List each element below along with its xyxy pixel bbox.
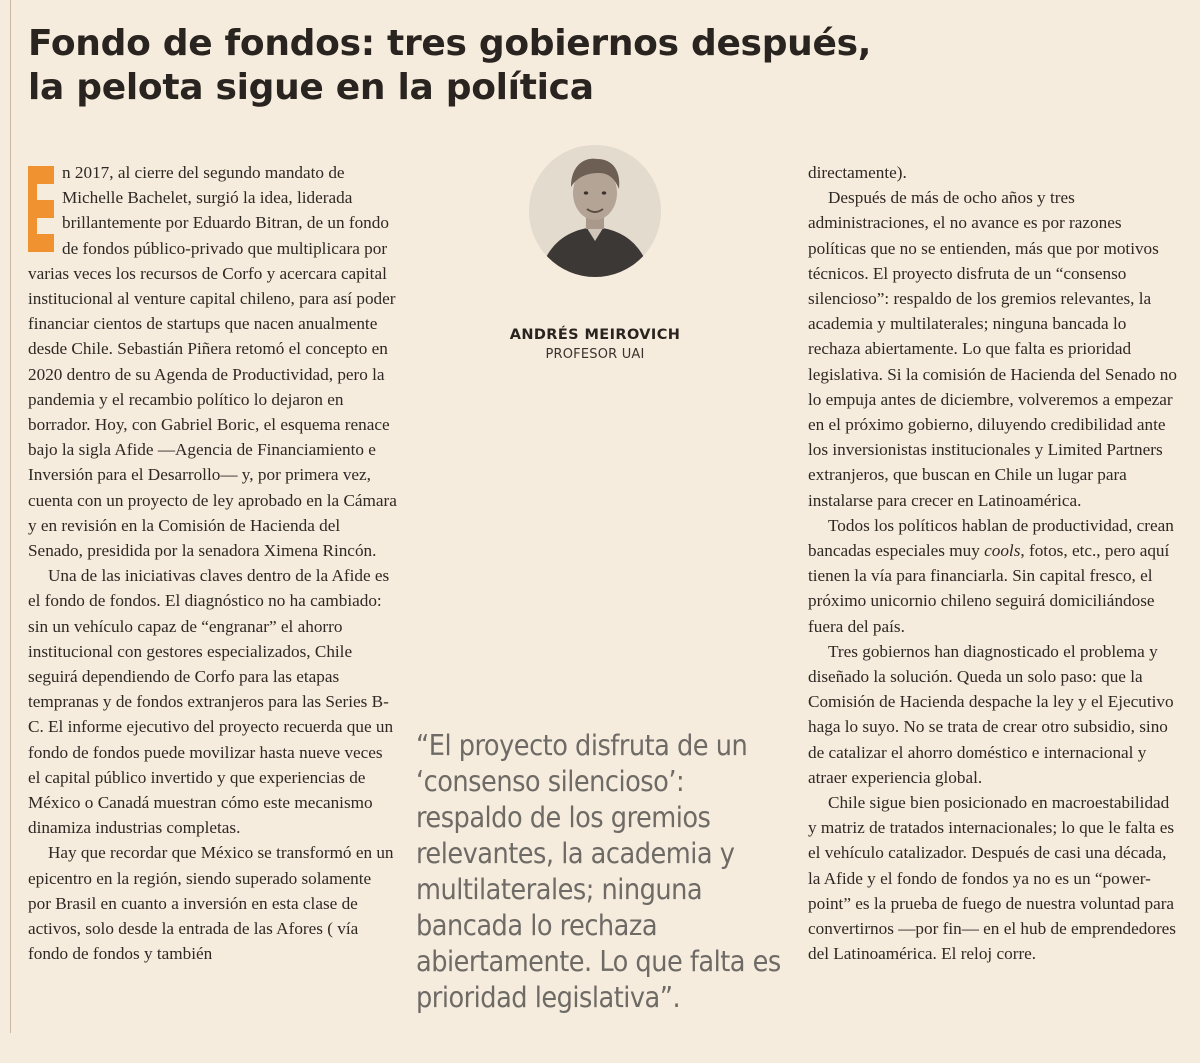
author-name: ANDRÉS MEIROVICH xyxy=(509,327,681,343)
paragraph-5: Todos los políticos hablan de productividad, crean bancadas especiales muy cools, fotos, etc., pero aquí tienen la vía para financiarla. Sin capital fresco, el próximo unicornio chileno seguirá domiciliándose fuera del país. xyxy=(808,515,1174,636)
paragraph-6: Tres gobiernos han diagnosticado el problema y diseñado la solución. Queda un solo paso: que la Comisión de Hacienda despache la ley y el Ejecutivo haga lo suyo. No se trata de crear otro subsidio, sino de catalizar el ahorro doméstico e internacional y atraer experiencia global. xyxy=(808,641,1174,787)
author-role: PROFESOR UAI xyxy=(545,347,645,362)
left-column xyxy=(28,160,398,967)
headline-line-2: la pelota sigue en la política xyxy=(28,67,594,108)
headline xyxy=(28,22,1028,110)
paragraph-7: Chile sigue bien posicionado en macroestabilidad y matriz de tratados internacionales; lo que le falta es el vehículo catalizador. Después de casi una década, la Afide y el fondo de fondos ya no es un “power-point” es la prueba de fuego de nuestra voluntad para convertirnos —por fin— en el hub de emprendedores del Latinoamérica. El reloj corre. xyxy=(808,793,1176,964)
headline-line-1: Fondo de fondos: tres gobiernos después, xyxy=(28,23,872,64)
author-photo xyxy=(529,145,661,277)
paragraph-3: Hay que recordar que México se transformó en un epicentro en la región, siendo superado solamente por Brasil en cuanto a inversión en esta clase de activos, solo desde la entrada de las Afores ( vía fondo de fondos y también xyxy=(28,843,394,964)
paragraph-2: Una de las iniciativas claves dentro de la Afide es el fondo de fondos. El diagnóstico no ha cambiado: sin un vehículo capaz de “engranar” el ahorro institucional con gestores especializados, Chile seguirá dependiendo de Corfo para las etapas tempranas y de fondos extranjeros para las Series B-C. El informe ejecutivo del proyecto recuerda que un fondo de fondos puede movilizar hasta nueve veces el capital público invertido y que experiencias de México o Canadá muestran cómo este mecanismo dinamiza industrias completas. xyxy=(28,566,394,838)
right-column xyxy=(808,160,1178,967)
author-portrait xyxy=(529,145,661,277)
paragraph-1: n 2017, al cierre del segundo mandato de Michelle Bachelet, surgió la idea, liderada brillantemente por Eduardo Bitran, de un fondo de fondos público-privado que multiplicara por varias veces los recursos de Corfo y acercara capital institucional al venture capital chileno, para así poder financiar cientos de startups que nacen anualmente desde Chile. Sebastián Piñera retomó el concepto en 2020 dentro de su Agenda de Productividad, pero la pandemia y el recambio político lo dejaron en borrador. Hoy, con Gabriel Boric, el esquema renace bajo la sigla Afide —Agencia de Financiamiento e Inversión para el Desarrollo— y, por primera vez, cuenta con un proyecto de ley aprobado en la Cámara y en revisión en la Comisión de Hacienda del Senado, presidida por la senadora Ximena Rincón. xyxy=(28,163,397,561)
pull-quote: “El proyecto disfruta de un ‘consenso silencioso’: respaldo de los gremios relevantes, la academia y multilaterales; ninguna bancada lo rechaza abiertamente. Lo que falta es prioridad legislativa”. xyxy=(416,729,781,1014)
paragraph-4: Después de más de ocho años y tres administraciones, el no avance es por razones políticas que no se entienden, más que por motivos técnicos. El proyecto disfruta de un “consenso silencioso”: respaldo de los gremios relevantes, la academia y multilaterales; ninguna bancada lo rechaza abiertamente. Lo que falta es prioridad legislativa. Si la comisión de Hacienda del Senado no lo empuja antes de diciembre, volveremos a empezar en el próximo gobierno, diluyendo credibilidad ante los inversionistas institucionales y Limited Partners extranjeros, que buscan en Chile un lugar para instalarse para crecer en Latinoamérica. xyxy=(808,188,1177,510)
drop-cap xyxy=(28,166,54,252)
page-edge-line xyxy=(10,0,11,1033)
author-byline xyxy=(470,327,720,362)
paragraph-continued: directamente). xyxy=(808,163,907,182)
